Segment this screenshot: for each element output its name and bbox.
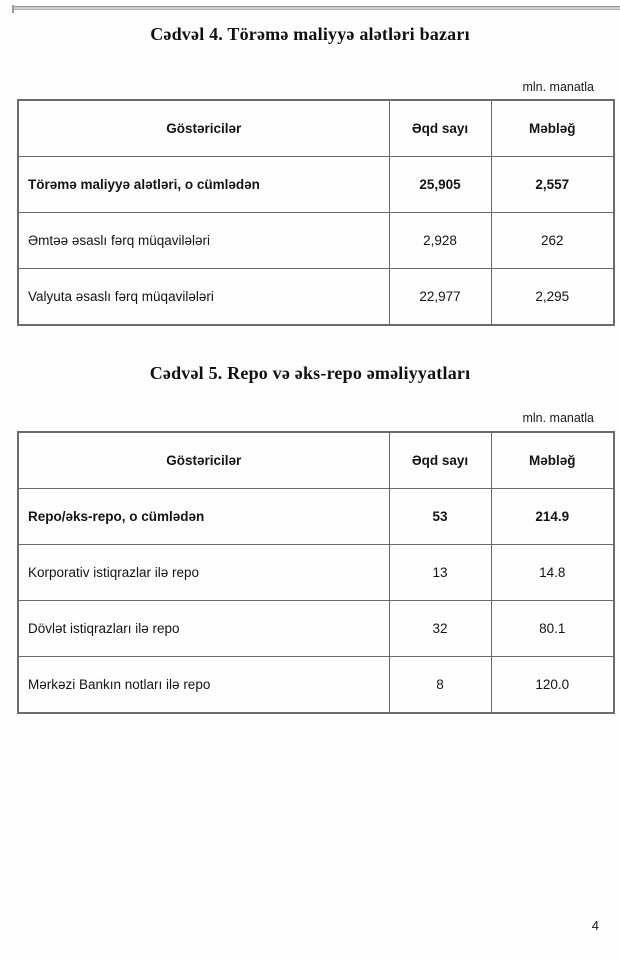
table4-header-indicators: Göstəricilər [18,100,389,157]
row-deal-count: 2,928 [389,213,491,269]
row-amount: 80.1 [491,601,614,657]
row-label: Əmtəə əsaslı fərq müqavilələri [18,213,389,269]
table5-unit-note: mln. manatla [522,411,594,425]
row-label: Dövlət istiqrazları ilə repo [18,601,389,657]
table-row [18,489,614,545]
row-label: Valyuta əsaslı fərq müqavilələri [18,269,389,326]
row-amount: 2,295 [491,269,614,326]
top-rule [14,6,620,10]
table-row [18,545,614,601]
table5-header-deal-count: Əqd sayı [389,432,491,489]
table-row [18,157,614,213]
table5-header-indicators: Göstəricilər [18,432,389,489]
row-label: Repo/əks-repo, o cümlədən [18,489,389,545]
row-label: Korporativ istiqrazlar ilə repo [18,545,389,601]
row-amount: 120.0 [491,657,614,714]
table4-title: Cədvəl 4. Törəmə maliyyə alətləri bazarı [150,24,470,44]
page-number: 4 [591,918,599,933]
row-label: Mərkəzi Bankın notları ilə repo [18,657,389,714]
table4-header-deal-count: Əqd sayı [389,100,491,157]
table5-header-amount: Məbləğ [491,432,614,489]
row-label: Törəmə maliyyə alətləri, o cümlədən [18,157,389,213]
table4-header-amount: Məbləğ [491,100,614,157]
row-amount: 214.9 [491,489,614,545]
table4-unit-note: mln. manatla [522,80,594,94]
table-row [18,601,614,657]
table5-title: Cədvəl 5. Repo və əks-repo əməliyyatları [149,363,471,383]
row-deal-count: 22,977 [389,269,491,326]
row-amount: 2,557 [491,157,614,213]
row-deal-count: 8 [389,657,491,714]
table-row [18,657,614,714]
table-row [18,213,614,269]
table4-derivatives [17,99,615,326]
table5-repo [17,431,615,714]
table-row [18,269,614,326]
row-deal-count: 25,905 [389,157,491,213]
table4-header-row [18,100,614,157]
row-deal-count: 32 [389,601,491,657]
row-deal-count: 13 [389,545,491,601]
row-amount: 262 [491,213,614,269]
row-amount: 14.8 [491,545,614,601]
table5-header-row [18,432,614,489]
row-deal-count: 53 [389,489,491,545]
